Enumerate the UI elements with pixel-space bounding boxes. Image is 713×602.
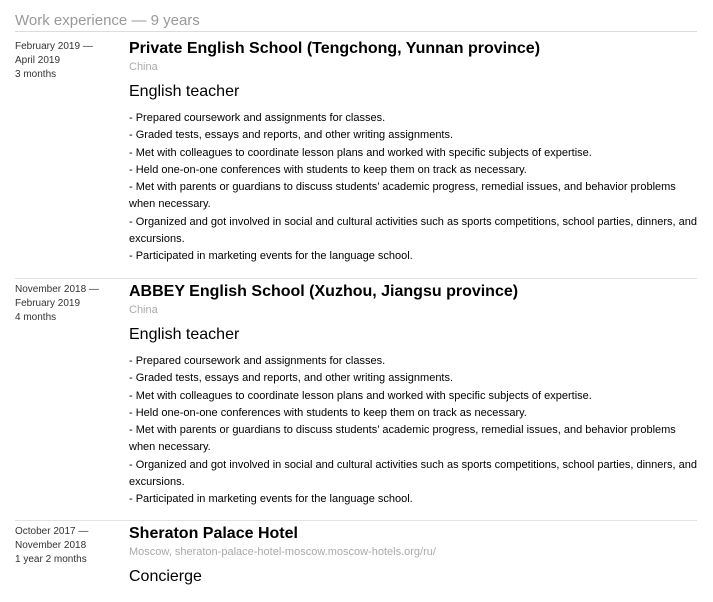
duty-item: - Organized and got involved in social and cultural activities such as sports competitions, school parties, dinners, and excursions. [129, 215, 698, 246]
job-position: Concierge [129, 568, 202, 585]
company-name: Sheraton Palace Hotel [129, 525, 298, 542]
duty-item: - Met with parents or guardians to discuss students’ academic progress, remedial issues, and behavior problems when necessary. [129, 181, 676, 211]
job-start-date: February 2019 — [15, 41, 93, 52]
job-end-date: February 2019 [15, 298, 81, 309]
job-divider [15, 278, 697, 279]
company-location [129, 545, 699, 559]
job-dates [15, 525, 123, 567]
company-location: China [129, 61, 158, 73]
job-duties [129, 110, 699, 266]
duty-item: - Graded tests, essays and reports, and other writing assignments. [129, 372, 454, 385]
job-position: English teacher [129, 83, 240, 100]
job-body [129, 40, 699, 266]
duty-item: - Met with colleagues to coordinate lesson plans and worked with specific subjects of expertise. [129, 146, 592, 159]
job-duties [129, 353, 699, 509]
duty-item: - Held one-on-one conferences with students to keep them on track as necessary. [129, 163, 527, 176]
job-dates [15, 40, 123, 82]
duty-item: - Met with colleagues to coordinate lesson plans and worked with specific subjects of expertise. [129, 389, 592, 402]
duty-item: - Met with parents or guardians to discuss students’ academic progress, remedial issues, and behavior problems when necessary. [129, 424, 676, 454]
job-body [129, 525, 699, 587]
job-body [129, 283, 699, 509]
job-divider [15, 520, 697, 521]
duty-item: - Held one-on-one conferences with students to keep them on track as necessary. [129, 406, 527, 419]
duty-item: - Prepared coursework and assignments for classes. [129, 355, 386, 367]
job-duration: 1 year 2 months [15, 554, 87, 565]
duty-item: - Organized and got involved in social and cultural activities such as sports competitions, school parties, dinners, and excursions. [129, 458, 698, 489]
job-end-date: November 2018 [15, 540, 87, 551]
job-start-date: October 2017 — [15, 526, 89, 537]
job-start-date: November 2018 — [15, 284, 99, 295]
job-end-date: April 2019 [15, 55, 61, 66]
company-website-link[interactable]: sheraton-palace-hotel-moscow.moscow-hotels.org/ru/ [174, 546, 436, 558]
duty-item: - Graded tests, essays and reports, and other writing assignments. [129, 129, 454, 142]
job-position: English teacher [129, 326, 240, 343]
company-location: China [129, 304, 158, 316]
duty-item: - Prepared coursework and assignments for classes. [129, 112, 386, 124]
section-title: Work experience — 9 years [15, 12, 200, 29]
job-duration: 4 months [15, 312, 57, 323]
company-city: Moscow, [129, 546, 175, 558]
company-name: Private English School (Tengchong, Yunnan province) [129, 40, 541, 57]
company-name: ABBEY English School (Xuzhou, Jiangsu province) [129, 283, 519, 300]
job-dates [15, 283, 123, 325]
duty-item: - Participated in marketing events for the language school. [129, 493, 413, 506]
section-divider [15, 31, 697, 32]
duty-item: - Participated in marketing events for the language school. [129, 250, 413, 263]
job-duration: 3 months [15, 69, 57, 80]
